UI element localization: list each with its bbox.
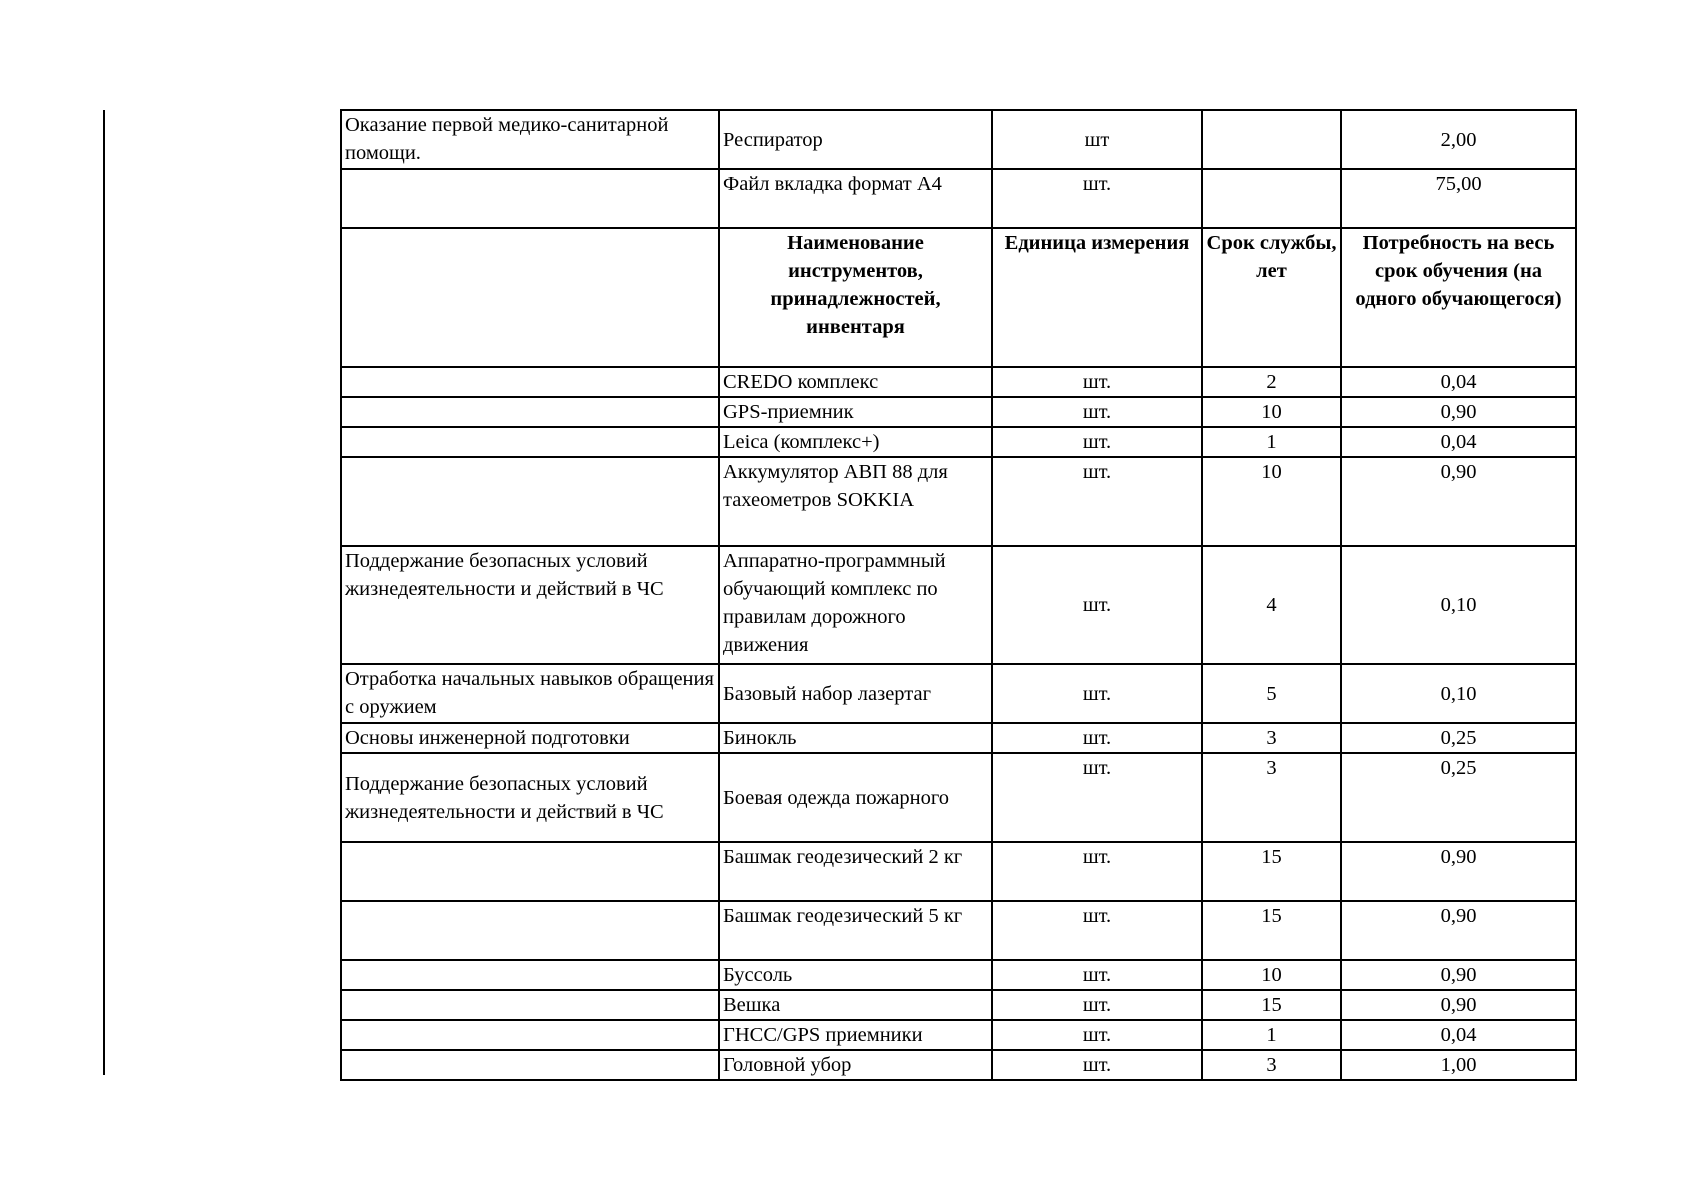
service-life-cell: 15 [1202,901,1341,960]
discipline-cell [341,457,719,546]
unit-cell: шт [992,110,1202,169]
table-row [341,397,1576,427]
discipline-cell [341,1050,719,1080]
unit-cell: шт. [992,723,1202,753]
unit-cell: шт. [992,427,1202,457]
need-cell: 75,00 [1341,169,1576,228]
discipline-cell [341,427,719,457]
need-cell: 0,10 [1341,546,1576,664]
table-row [341,901,1576,960]
need-cell: 0,25 [1341,753,1576,842]
table-row [341,367,1576,397]
need-cell: 0,90 [1341,842,1576,901]
table-row [341,1020,1576,1050]
unit-cell: шт. [992,546,1202,664]
table-row [341,664,1576,723]
unit-cell: шт. [992,753,1202,842]
service-life-cell: 10 [1202,457,1341,546]
service-life-cell: 15 [1202,990,1341,1020]
unit-cell: шт. [992,1050,1202,1080]
unit-cell: шт. [992,842,1202,901]
unit-cell: шт. [992,960,1202,990]
need-cell: 0,90 [1341,960,1576,990]
discipline-cell: Поддержание безопасных условий жизнедеятельности и действий в ЧС [341,546,719,664]
unit-cell: шт. [992,901,1202,960]
discipline-cell [341,990,719,1020]
need-cell: 0,90 [1341,990,1576,1020]
item-name-cell: Leica (комплекс+) [719,427,992,457]
item-name-cell: ГНСС/GPS приемники [719,1020,992,1050]
service-life-cell: 10 [1202,960,1341,990]
table-row [341,723,1576,753]
table-row [341,169,1576,228]
item-name-cell: CREDO комплекс [719,367,992,397]
service-life-cell: 15 [1202,842,1341,901]
item-name-cell: Базовый набор лазертаг [719,664,992,723]
discipline-cell: Отработка начальных навыков обращения с оружием [341,664,719,723]
table-row [341,960,1576,990]
item-name-cell: Башмак геодезический 5 кг [719,901,992,960]
table-row [341,110,1576,169]
need-cell: 0,04 [1341,427,1576,457]
table-row [341,1050,1576,1080]
table-row [341,842,1576,901]
unit-cell: шт. [992,169,1202,228]
unit-cell: шт. [992,990,1202,1020]
item-name-cell: Бинокль [719,723,992,753]
item-name-cell: GPS-приемник [719,397,992,427]
item-name-cell: Респиратор [719,110,992,169]
equipment-table [340,109,1577,1081]
item-name-cell: Боевая одежда пожарного [719,753,992,842]
need-cell: 2,00 [1341,110,1576,169]
unit-cell: шт. [992,457,1202,546]
column-header-unit: Единица измерения [992,228,1202,367]
discipline-cell: Основы инженерной подготовки [341,723,719,753]
service-life-cell: 5 [1202,664,1341,723]
service-life-cell: 2 [1202,367,1341,397]
unit-cell: шт. [992,664,1202,723]
discipline-cell [341,397,719,427]
table-row [341,546,1576,664]
discipline-cell: Оказание первой медико-санитарной помощи. [341,110,719,169]
service-life-cell: 10 [1202,397,1341,427]
table-row [341,990,1576,1020]
service-life-cell: 1 [1202,1020,1341,1050]
discipline-cell [341,367,719,397]
column-header-life: Срок службы, лет [1202,228,1341,367]
discipline-cell [341,1020,719,1050]
table-row [341,427,1576,457]
need-cell: 0,90 [1341,457,1576,546]
unit-cell: шт. [992,1020,1202,1050]
item-name-cell: Башмак геодезический 2 кг [719,842,992,901]
item-name-cell: Файл вкладка формат А4 [719,169,992,228]
need-cell: 0,04 [1341,367,1576,397]
discipline-cell [341,842,719,901]
table-row [341,457,1576,546]
item-name-cell: Вешка [719,990,992,1020]
need-cell: 1,00 [1341,1050,1576,1080]
service-life-cell [1202,169,1341,228]
unit-cell: шт. [992,367,1202,397]
need-cell: 0,10 [1341,664,1576,723]
item-name-cell: Аккумулятор АВП 88 для тахеометров SOKKIA [719,457,992,546]
item-name-cell: Буссоль [719,960,992,990]
unit-cell: шт. [992,397,1202,427]
column-header-name: Наименование инструментов, принадлежностей, инвентаря [719,228,992,367]
service-life-cell: 4 [1202,546,1341,664]
need-cell: 0,90 [1341,901,1576,960]
discipline-cell [341,901,719,960]
service-life-cell [1202,110,1341,169]
discipline-cell [341,169,719,228]
column-header-need: Потребность на весь срок обучения (на одного обучающегося) [1341,228,1576,367]
discipline-cell: Поддержание безопасных условий жизнедеятельности и действий в ЧС [341,753,719,842]
service-life-cell: 3 [1202,723,1341,753]
service-life-cell: 3 [1202,1050,1341,1080]
left-margin-line [103,110,105,1075]
need-cell: 0,90 [1341,397,1576,427]
discipline-cell [341,960,719,990]
service-life-cell: 3 [1202,753,1341,842]
item-name-cell: Головной убор [719,1050,992,1080]
service-life-cell: 1 [1202,427,1341,457]
need-cell: 0,04 [1341,1020,1576,1050]
table-header-row [341,228,1576,367]
table-row [341,753,1576,842]
need-cell: 0,25 [1341,723,1576,753]
empty-header-cell [341,228,719,367]
item-name-cell: Аппаратно-программный обучающий комплекс по правилам дорожного движения [719,546,992,664]
